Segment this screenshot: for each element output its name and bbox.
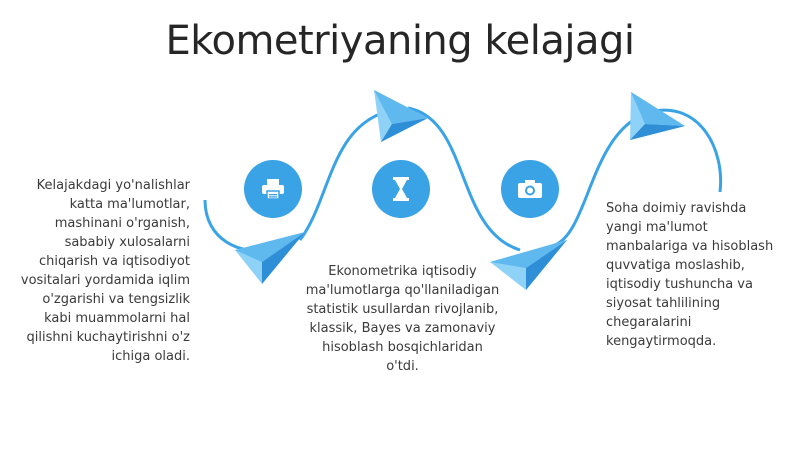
paper-plane-4-icon	[630, 92, 685, 140]
step-2-circle	[372, 160, 430, 218]
step-1-circle	[244, 160, 302, 218]
printer-icon	[261, 178, 285, 200]
paper-plane-2-icon	[374, 90, 428, 142]
camera-icon	[517, 179, 543, 199]
hourglass-icon	[392, 177, 410, 201]
paper-plane-1-icon	[235, 232, 305, 284]
step-1-text: Kelajakdagi yo'nalishlar katta ma'lumotlar, mashinani o'rganish, sababiy xulosalarni chiqarish va iqtisodiyot vositalari yordamida iqlim o'zgarishi va tengsizlik kabi muammolarni hal qilishni kuchaytirishni o'z ichiga oladi.	[20, 178, 190, 364]
flow-curve-2	[300, 112, 385, 240]
step-3-text: Soha doimiy ravishda yangi ma'lumot manbalariga va hisoblash quvvatiga moslashib, iqtisodiy tushuncha va siyosat tahlilining chegaralarini kengaytirmoqda.	[606, 201, 774, 349]
paper-plane-3-icon	[490, 240, 567, 290]
page-title: Ekometriyaning kelajagi	[165, 18, 635, 64]
step-2-text: Ekonometrika iqtisodiy ma'lumotlarga qo'llaniladigan statistik usullardan rivojlanib, klassik, Bayes va zamonaviy hisoblash bosqichlaridan o'tdi.	[305, 264, 500, 374]
step-3-circle	[501, 160, 559, 218]
